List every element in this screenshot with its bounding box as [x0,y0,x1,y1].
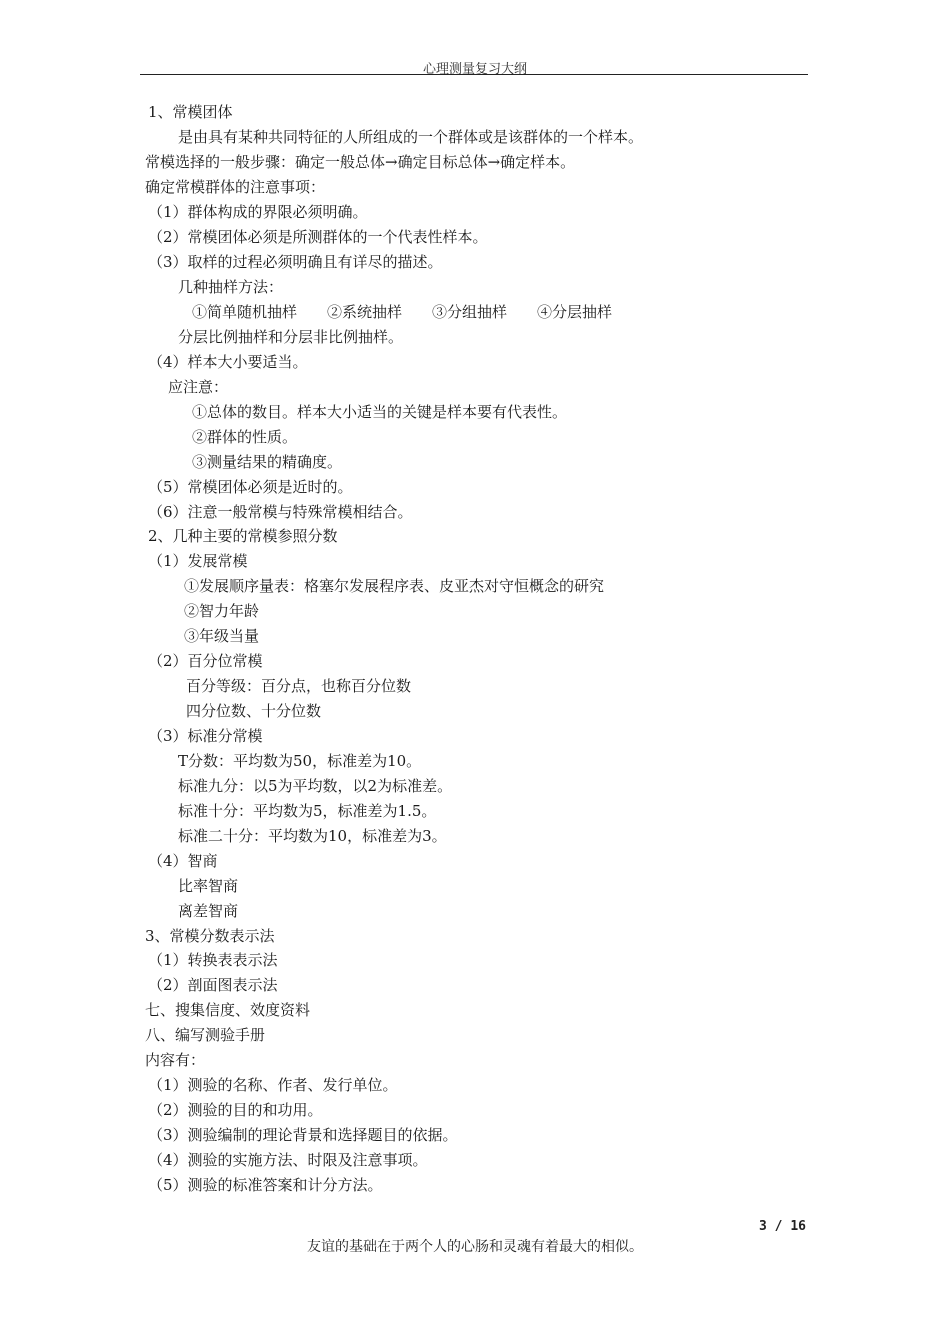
list-item: （1）转换表表示法 [148,951,278,969]
list-item: ①发展顺序量表：格塞尔发展程序表、皮亚杰对守恒概念的研究 [184,577,605,595]
list-item: （2）剖面图表示法 [148,976,278,994]
paragraph-line: 应注意： [168,378,229,396]
section-heading: 八、编写测验手册 [145,1026,266,1044]
paragraph-line: 常模选择的一般步骤：确定一般总体→确定目标总体→确定样本。 [145,153,576,171]
list-item: （5）常模团体必须是近时的。 [148,478,353,496]
section-heading: 七、搜集信度、效度资料 [145,1001,311,1019]
paragraph-line: 百分等级：百分点，也称百分位数 [186,677,412,695]
paragraph-line: 标准二十分：平均数为10，标准差为3。 [178,827,447,845]
paragraph-line: 几种抽样方法： [178,278,284,296]
list-item: （4）智商 [148,852,218,870]
section-heading: 2、几种主要的常模参照分数 [148,527,338,545]
paragraph-line: 分层比例抽样和分层非比例抽样。 [178,328,404,346]
list-item: （3）取样的过程必须明确且有详尽的描述。 [148,253,443,271]
paragraph-line: 离差智商 [178,902,239,920]
footer-quote: 友谊的基础在于两个人的心肠和灵魂有着最大的相似。 [307,1239,643,1255]
list-item: （2）测验的目的和功用。 [148,1101,323,1119]
list-item: （5）测验的标准答案和计分方法。 [148,1176,383,1194]
list-item: ②智力年龄 [184,602,260,620]
paragraph-line: 确定常模群体的注意事项： [145,178,326,196]
list-item: （3）测验编制的理论背景和选择题目的依据。 [148,1126,458,1144]
list-item: （2）百分位常模 [148,652,263,670]
list-item: ③测量结果的精确度。 [192,453,343,471]
list-item: ③年级当量 [184,627,260,645]
page-number: 3 / 16 [759,1219,806,1234]
list-item: ①总体的数目。样本大小适当的关键是样本要有代表性。 [192,403,568,421]
paragraph-line: 比率智商 [178,877,239,895]
list-item: （1）群体构成的界限必须明确。 [148,203,368,221]
paragraph-line: 四分位数、十分位数 [186,702,322,720]
list-item: （6）注意一般常模与特殊常模相结合。 [148,503,413,521]
list-item: （4）样本大小要适当。 [148,353,308,371]
list-item: ②群体的性质。 [192,428,298,446]
list-item: （4）测验的实施方法、时限及注意事项。 [148,1151,428,1169]
section-heading: 3、常模分数表示法 [145,927,275,945]
paragraph-line: 标准十分：平均数为5，标准差为1.5。 [178,802,437,820]
list-item: （3）标准分常模 [148,727,263,745]
paragraph-line: 内容有： [145,1051,206,1069]
list-item: （1）测验的名称、作者、发行单位。 [148,1076,398,1094]
list-item: （2）常模团体必须是所测群体的一个代表性样本。 [148,228,488,246]
paragraph-line: 标准九分：以5为平均数，以2为标准差。 [178,777,453,795]
paragraph-line: T分数：平均数为50，标准差为10。 [178,752,422,770]
list-item: （1）发展常模 [148,552,248,570]
list-item: ①简单随机抽样 ②系统抽样 ③分组抽样 ④分层抽样 [192,303,613,321]
header-title: 心理测量复习大纲 [422,62,527,77]
header-divider [140,74,808,75]
section-heading: 1、常模团体 [148,103,233,121]
paragraph-line: 是由具有某种共同特征的人所组成的一个群体或是该群体的一个样本。 [178,128,644,146]
